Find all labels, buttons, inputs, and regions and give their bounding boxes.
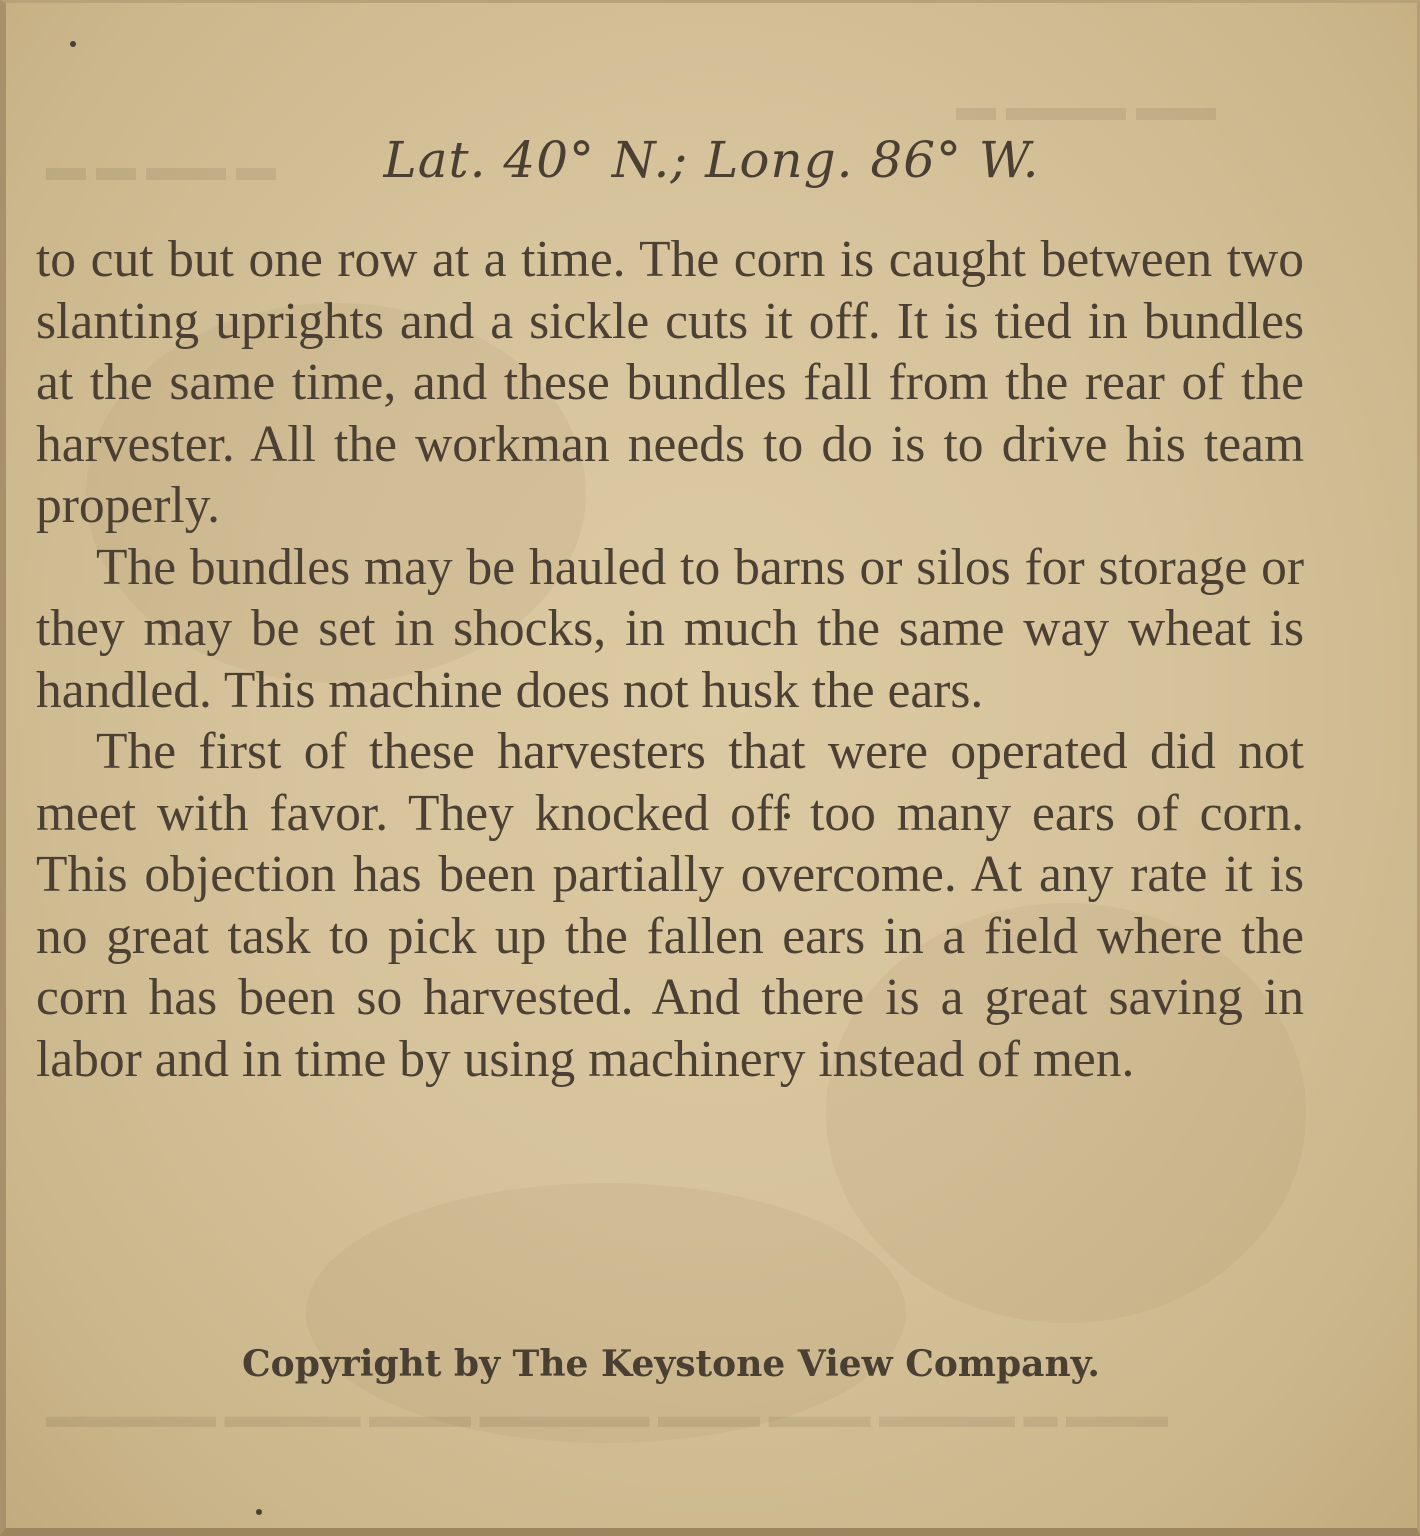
paragraph: to cut but one row at a time. The corn is caught between two slanting uprights and a sickle cuts it off. It is tied in bundles at the same time, and these bundles fall from the rear of the harvester. All the workman needs to do is to drive his team properly. bbox=[36, 231, 1304, 534]
paragraph: The first of these harvesters that were operated did not meet with favor. They knocked off too many ears of corn. This objection has been partially overcome. At any rate it is no great task to pick up the fallen ears in a field where the corn has been so harvested. And there is a great saving in labor and in time by using machinery instead of men. bbox=[36, 723, 1304, 1088]
paper-speck bbox=[70, 41, 76, 47]
copyright-notice: Copyright by The Keystone View Company. bbox=[242, 1343, 1100, 1385]
paper-speck bbox=[256, 1509, 262, 1515]
bleed-through-mark: ▬▬▬ ▬ ▬▬▬▬ ▬▬▬ ▬▬▬ ▬▬▬▬▬ ▬▬▬ ▬▬▬▬ ▬▬▬▬▬ bbox=[46, 1398, 1168, 1435]
paragraph: The bundles may be hauled to barns or silos for storage or they may be set in shocks, in much the same way wheat is handled. This machine does not husk the ears. bbox=[36, 538, 1304, 719]
coordinates-heading: Lat. 40° N.; Long. 86° W. bbox=[383, 131, 1040, 189]
description-text bbox=[36, 229, 1304, 1090]
bleed-through-mark: ▬▬ ▬▬▬ ▬ bbox=[956, 84, 1216, 129]
bleed-through-mark: ▬ ▬▬ ▬ ▬ bbox=[46, 144, 276, 189]
